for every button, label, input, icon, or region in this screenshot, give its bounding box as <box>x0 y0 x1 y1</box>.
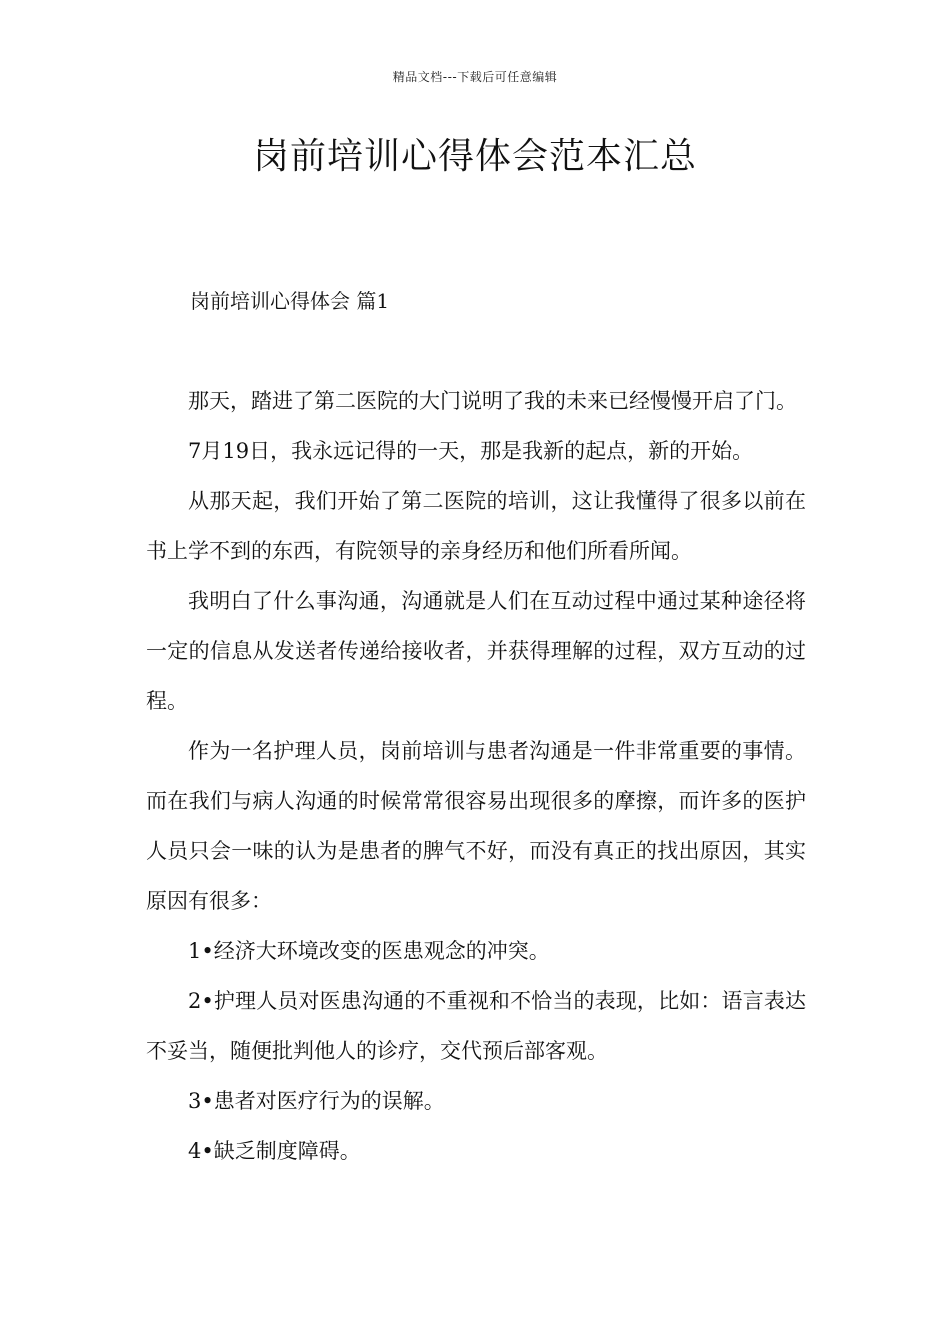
paragraph: 7月19日，我永远记得的一天，那是我新的起点，新的开始。 <box>188 439 754 463</box>
list-item: 2•护理人员对医患沟通的不重视和不恰当的表现，比如：语言表达不妥当，随便批判他人的诊疗，交代预后部客观。 <box>146 989 806 1063</box>
document-title: 岗前培训心得体会范本汇总 <box>252 136 697 177</box>
header-note: 精品文档---下载后可任意编辑 <box>392 70 558 84</box>
list-item: 4•缺乏制度障碍。 <box>188 1139 361 1163</box>
paragraph: 作为一名护理人员，岗前培训与患者沟通是一件非常重要的事情。而在我们与病人沟通的时候常常很容易出现很多的摩擦，而许多的医护人员只会一味的认为是患者的脾气不好，而没有真正的找出原因，其实原因有很多： <box>146 739 806 913</box>
paragraph: 从那天起，我们开始了第二医院的培训，这让我懂得了很多以前在书上学不到的东西，有院领导的亲身经历和他们所看所闻。 <box>146 489 806 563</box>
list-item: 1•经济大环境改变的医患观念的冲突。 <box>188 939 550 963</box>
paragraph: 那天，踏进了第二医院的大门说明了我的未来已经慢慢开启了门。 <box>188 389 797 413</box>
list-item: 3•患者对医疗行为的误解。 <box>188 1089 445 1113</box>
section-heading: 岗前培训心得体会 篇1 <box>190 289 390 313</box>
document-body <box>146 376 806 1176</box>
paragraph: 我明白了什么事沟通，沟通就是人们在互动过程中通过某种途径将一定的信息从发送者传递给接收者，并获得理解的过程，双方互动的过程。 <box>146 589 806 713</box>
